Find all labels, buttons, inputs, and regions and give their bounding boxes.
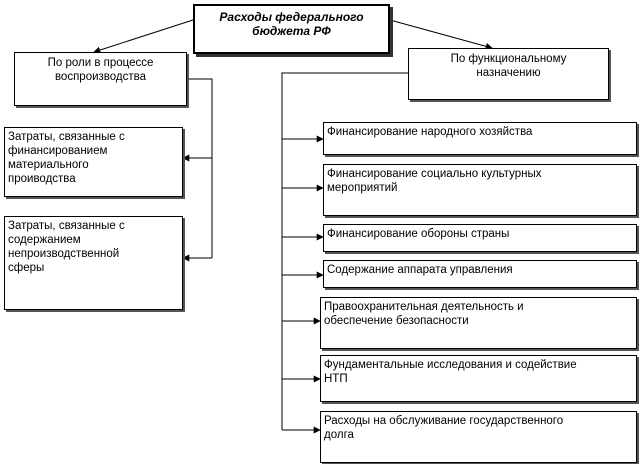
role-item-line: непроизводственной — [8, 248, 120, 260]
function-item-node — [320, 297, 637, 349]
category-function-line-1: По функциональному — [450, 53, 567, 65]
root-line-2: бюджета РФ — [252, 24, 331, 38]
role-item-line: материального — [8, 159, 89, 171]
root-line-1: Расходы федерального — [219, 10, 364, 24]
role-item-line: Затраты, связанные с — [8, 220, 125, 232]
role-item-line: финансированием — [8, 145, 108, 157]
function-item-node — [320, 355, 637, 402]
function-item-line: Финансирование обороны страны — [327, 228, 510, 240]
category-role-node — [14, 52, 187, 106]
category-role-line-2: воспроизводства — [54, 71, 147, 83]
function-item-line: Правоохранительная деятельность и — [324, 301, 524, 313]
function-item-line: долга — [324, 429, 354, 441]
function-item-line: Финансирование социально культурных — [327, 168, 542, 180]
function-item-line: НТП — [324, 373, 348, 385]
function-item-line: Расходы на обслуживание государственного — [324, 415, 564, 427]
function-item-node — [323, 260, 637, 288]
root-node — [193, 4, 390, 54]
function-item-line: обеспечение безопасности — [324, 315, 469, 327]
role-item-node — [4, 216, 183, 310]
function-item-node — [320, 411, 637, 463]
function-item-line: Фундаментальные исследования и содействие — [324, 359, 577, 371]
role-item-line: проиводства — [8, 173, 76, 185]
arrow-root-to-role — [94, 20, 193, 52]
category-function-node — [408, 48, 609, 100]
function-item-line: мероприятий — [327, 182, 398, 194]
bracket-role — [187, 79, 212, 258]
function-item-node — [323, 122, 637, 155]
function-item-line: Содержание аппарата управления — [327, 264, 513, 276]
role-item-line: Затраты, связанные с — [8, 131, 125, 143]
function-item-node — [323, 164, 637, 216]
role-item-line: содержанием — [8, 234, 81, 246]
function-item-line: Финансирование народного хозяйства — [327, 126, 533, 138]
category-function-line-2: назначению — [476, 67, 541, 79]
arrow-root-to-function — [390, 20, 492, 48]
function-item-node — [323, 224, 637, 252]
role-item-line: сферы — [8, 262, 45, 274]
role-item-node — [4, 127, 183, 197]
category-role-line-1: По роли в процессе — [47, 57, 154, 69]
